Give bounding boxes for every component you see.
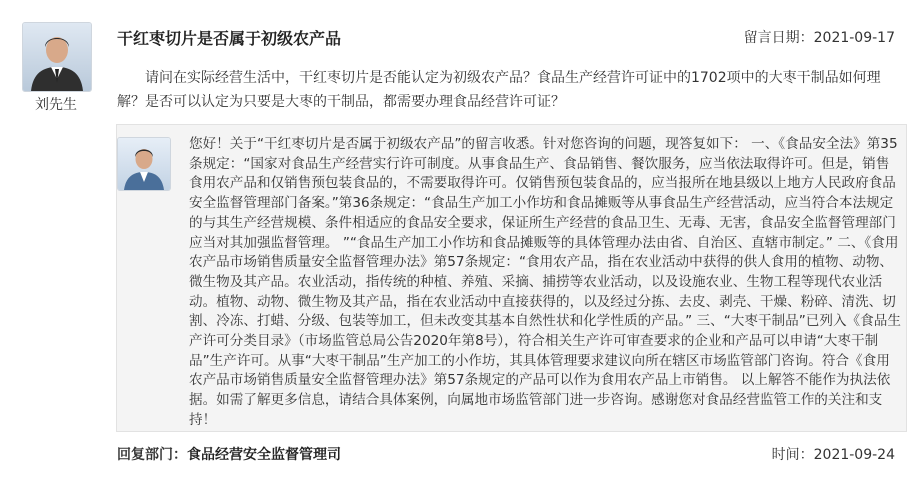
user-name: 刘先生 — [35, 97, 77, 113]
user-avatar-icon — [23, 23, 91, 91]
reply-body: 您好！关于“干红枣切片是否属于初级农产品”的留言收悉。针对您咨询的问题，现答复如下： 一、《食品安全法》第35条规定：“国家对食品生产经营实行许可制度。从事食品生产、食品销售、餐饮服务，应当依法取得许可。但是，销售食用农产品和仅销售预包装食品的，不需要取得许可。仅销售预包装食品的，应当报所在地县级以上地方人民政府食品安全监督管理部门备案。”第36条规定：“食品生产加工小作坊和食品摊贩等从事食品生产经营活动，应当符合本法规定的与其生产经营规模、条件相适应的食品安全要求，保证所生产经营的食品卫生、无毒、无害，食品安全监督管理部门应当对其加强监督管理。 ”“食品生产加工小作坊和食品摊贩等的具体管理办法由省、自治区、直辖市制定。” 二、《食用农产品市场销售质量安全监督管理办法》第57条规定：“食用农产品，指在农业活动中获得的供人食用的植物、动物、微生物及其产品。农业活动，指传统的种植、养殖、采摘、捕捞等农业活动，以及设施农业、生物工程等现代农业活动。植物、动物、微生物及其产品，指在农业活动中直接获得的，以及经过分拣、去皮、剥壳、干燥、粉碎、清洗、切割、冷冻、打蜡、分级、包装等加工，但未改变其基本自然性状和化学性质的产品。” 三、“大枣干制品”已列入《食品生产许可分类目录》（市场监管总局公告2020年第8号），符合相关生产许可审查要求的企业和产品可以申请“大枣干制品”生产许可。从事“大枣干制品”生产加工的小作坊，其具体管理要求建议向所在辖区市场监管部门咨询。符合《食用农产品市场销售质量安全监督管理办法》第57条规定的产品可以作为食用农产品上市销售。 以上解答不能作为执法依据。如需了解更多信息，请结合具体案例，向属地市场监管部门进一步咨询。感谢您对食品经营监管工作的关注和支持！ — [189, 136, 901, 428]
question-date-label: 留言日期： — [743, 30, 814, 46]
reply-box — [116, 124, 907, 432]
question-body: 请问在实际经营生活中，干红枣切片是否能认定为初级农产品？食品生产经营许可证中的1702项中的大枣干制品如何理解？是否可以认定为只要是大枣的干制品，都需要办理食品经营许可证？ — [117, 70, 881, 110]
question-date-value: 2021-09-17 — [813, 30, 895, 46]
reply-time-value: 2021-09-24 — [813, 447, 895, 463]
reply-department-value: 食品经营安全监督管理司 — [187, 447, 341, 463]
reply-time — [772, 444, 895, 464]
official-avatar-icon — [118, 138, 170, 190]
user-avatar — [22, 22, 92, 92]
reply-time-label: 时间： — [771, 447, 814, 463]
question-date — [744, 27, 895, 47]
reply-department — [117, 444, 341, 464]
question-title: 干红枣切片是否属于初级农产品 — [117, 29, 342, 48]
reply-avatar — [117, 137, 171, 191]
reply-department-label: 回复部门： — [117, 447, 187, 463]
